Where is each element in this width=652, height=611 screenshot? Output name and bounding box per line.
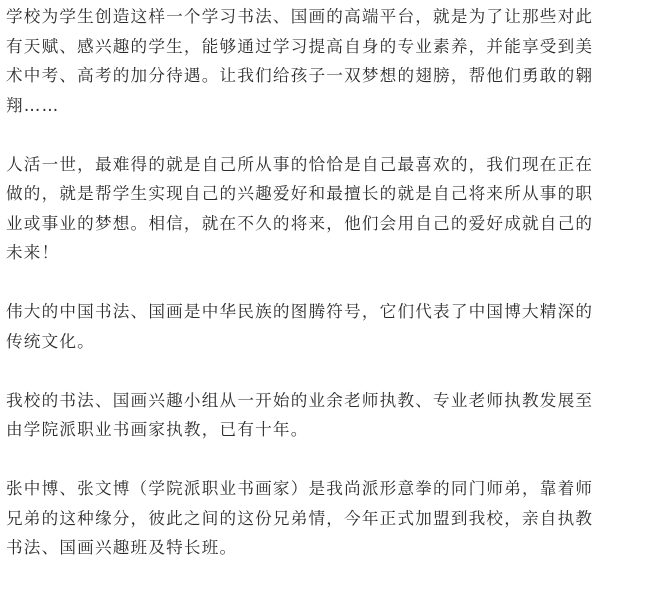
article-body — [6, 2, 646, 592]
paragraph-history: 我校的书法、国画兴趣小组从一开始的业余老师执教、专业老师执教发展至 由学院派职业书画家执教，已有十年。 — [6, 390, 594, 439]
paragraph-dream: 人活一世，最难得的就是自己所从事的恰恰是自己最喜欢的，我们现在正在 做的，就是帮学生实现自己的兴趣爱好和最擅长的就是自己将来所从事的职 业或事业的梦想。相信，就在不久的将来，他们会用自己的爱好成就自己的 未来！ — [6, 154, 594, 262]
paragraph-teachers: 张中博、张文博（学院派职业书画家）是我尚派形意拳的同门师弟，靠着师 兄弟的这种缘分，彼此之间的这份兄弟情，今年正式加盟到我校，亲自执教 书法、国画兴趣班及特长班。 — [6, 479, 594, 557]
paragraph-culture: 伟大的中国书法、国画是中华民族的图腾符号，它们代表了中国博大精深的 传统文化。 — [6, 302, 594, 351]
paragraph-platform: 学校为学生创造这样一个学习书法、国画的高端平台，就是为了让那些对此 有天赋、感兴趣的学生，能够通过学习提高自身的专业素养，并能享受到美 术中考、高考的加分待遇。让我们给孩子一双梦想的翅膀，帮他们勇敢的翱 翔…… — [6, 7, 594, 115]
